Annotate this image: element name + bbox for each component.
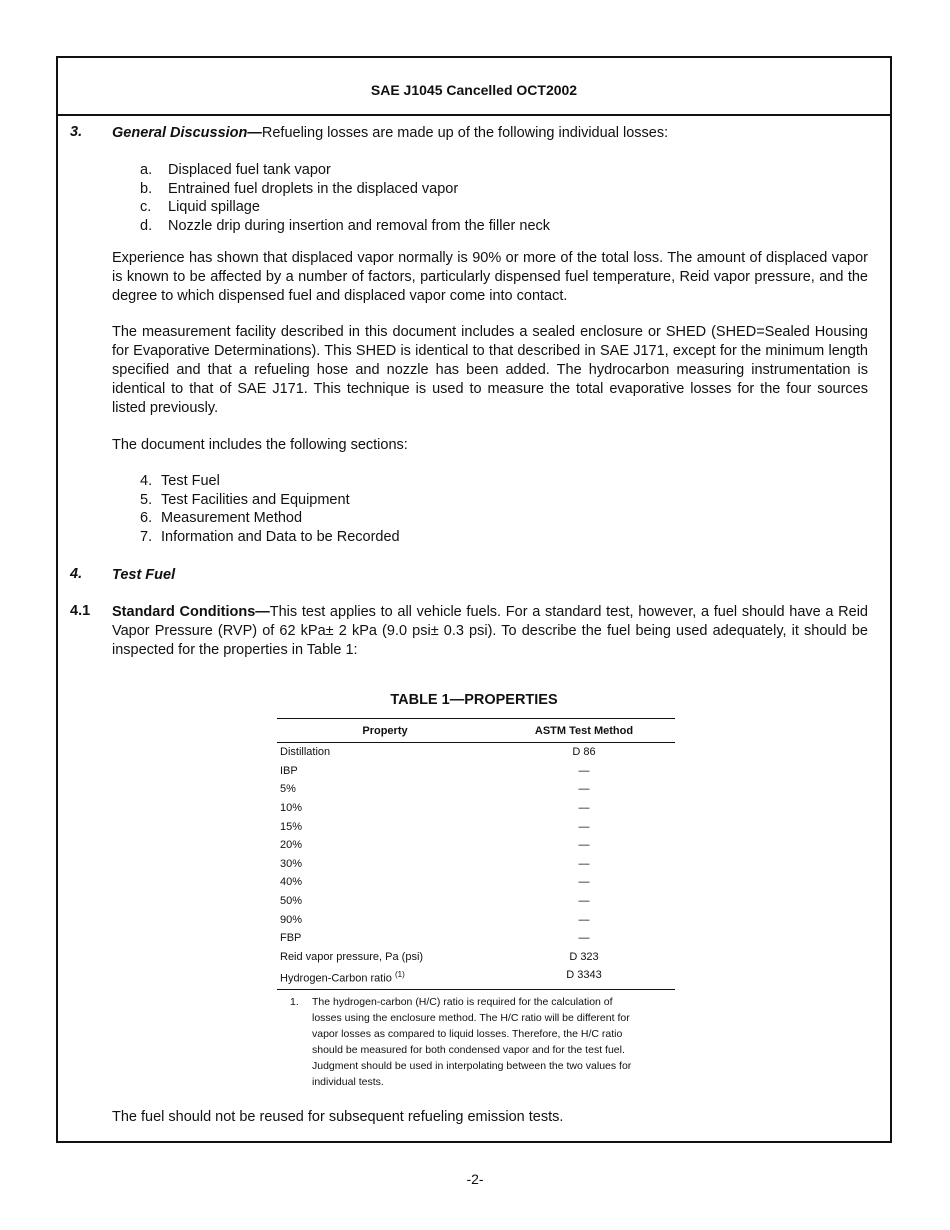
table-row: Hydrogen-Carbon ratio $^{(1)}$ D 3343 bbox=[277, 966, 675, 989]
table-row: 10% — bbox=[280, 802, 590, 815]
closing-paragraph: The fuel should not be reused for subsequent refueling emission tests. bbox=[112, 1109, 564, 1125]
sections-list bbox=[140, 472, 400, 546]
table-header-row bbox=[277, 719, 675, 743]
paragraph-measurement-facility: The measurement facility described in this document includes a sealed enclosure or SHED (SHED=Sealed Housing for Evaporative Determinations). This SHED is identical to that described in SAE J171, except for the minimum length specified and that a refueling hose and nozzle has been added. The hydrocarbon measuring instrumentation is identical to that of SAE J171. This technique is used to measure the total evaporative losses for the four sources listed previously. bbox=[112, 324, 868, 416]
table-row: 15% — bbox=[280, 820, 590, 833]
table-row: 20% — bbox=[280, 839, 590, 852]
footnote-number: 1. bbox=[290, 996, 299, 1008]
list-item: 5. Test Facilities and Equipment bbox=[140, 491, 350, 508]
table-row: 5% — bbox=[280, 783, 590, 796]
section-4-1-text: This test applies to all vehicle fuels. For a standard test, however, a fuel should have a Reid Vapor Pressure (RVP) of 62 kPa± 2 kPa (9.0 psi± 0.3 psi). To describe the fuel being used adequately, it should be inspected for the properties in Table 1: bbox=[112, 604, 868, 658]
document-title: SAE J1045 Cancelled OCT2002 bbox=[370, 82, 578, 98]
list-item: d. Nozzle drip during insertion and removal from the filler neck bbox=[140, 217, 551, 234]
section-4-1-paragraph bbox=[112, 603, 868, 660]
properties-table bbox=[277, 718, 675, 990]
column-header-astm: ASTM Test Method bbox=[493, 719, 675, 743]
section-4-1-number: 4.1 bbox=[70, 603, 91, 619]
table-row: FBP — bbox=[280, 932, 590, 945]
list-item: 4. Test Fuel bbox=[140, 473, 220, 489]
footnote-text: The hydrogen-carbon (H/C) ratio is required for the calculation of losses using the enclosure method. The H/C ratio will be different for vapor losses as compared to liquid losses. Therefore, the H/C ratio should be measured for both condensed vapor and for the test fuel. Judgment should be used in interpolating between the two values for individual tests. bbox=[312, 996, 632, 1088]
list-item: 6. Measurement Method bbox=[140, 510, 303, 527]
page-frame bbox=[56, 56, 892, 1143]
section-3-intro bbox=[112, 124, 868, 143]
section-4-number: 4. bbox=[70, 566, 83, 582]
column-header-property: Property bbox=[277, 719, 493, 743]
list-item: 7. Information and Data to be Recorded bbox=[140, 528, 400, 545]
footnote-reference: (1) bbox=[394, 970, 405, 980]
table-title: TABLE 1—PROPERTIES bbox=[390, 692, 558, 708]
table-row: 90% — bbox=[280, 913, 590, 926]
document-body bbox=[58, 58, 890, 1141]
section-4-1-heading: Standard Conditions— bbox=[112, 604, 270, 620]
table-row: IBP — bbox=[280, 764, 590, 777]
table-footnote bbox=[290, 994, 640, 1090]
table-row: 40% — bbox=[280, 876, 590, 889]
section-3-heading: General Discussion— bbox=[112, 125, 262, 141]
list-item: c. Liquid spillage bbox=[140, 199, 260, 216]
list-item: b. Entrained fuel droplets in the displaced vapor bbox=[140, 180, 459, 197]
paragraph-sections-intro: The document includes the following sections: bbox=[112, 437, 408, 453]
section-3-number: 3. bbox=[70, 124, 83, 140]
table-row: Reid vapor pressure, Pa (psi) D 323 bbox=[280, 950, 599, 963]
section-4-heading: Test Fuel bbox=[112, 567, 176, 583]
list-item: a. Displaced fuel tank vapor bbox=[140, 162, 331, 178]
page-number: -2- bbox=[466, 1171, 484, 1187]
paragraph-displaced-vapor: Experience has shown that displaced vapor normally is 90% or more of the total loss. The amount of displaced vapor is known to be affected by a number of factors, particularly dispensed fuel temperature, Reid vapor pressure, and the degree to which dispensed fuel and displaced vapor come into contact. bbox=[112, 250, 868, 304]
losses-list bbox=[140, 161, 550, 235]
table-row: Distillation D 86 bbox=[280, 746, 596, 759]
table-row: 30% — bbox=[280, 857, 590, 870]
table-row: 50% — bbox=[280, 895, 590, 908]
section-3-intro-text: Refueling losses are made up of the following individual losses: bbox=[261, 125, 669, 141]
